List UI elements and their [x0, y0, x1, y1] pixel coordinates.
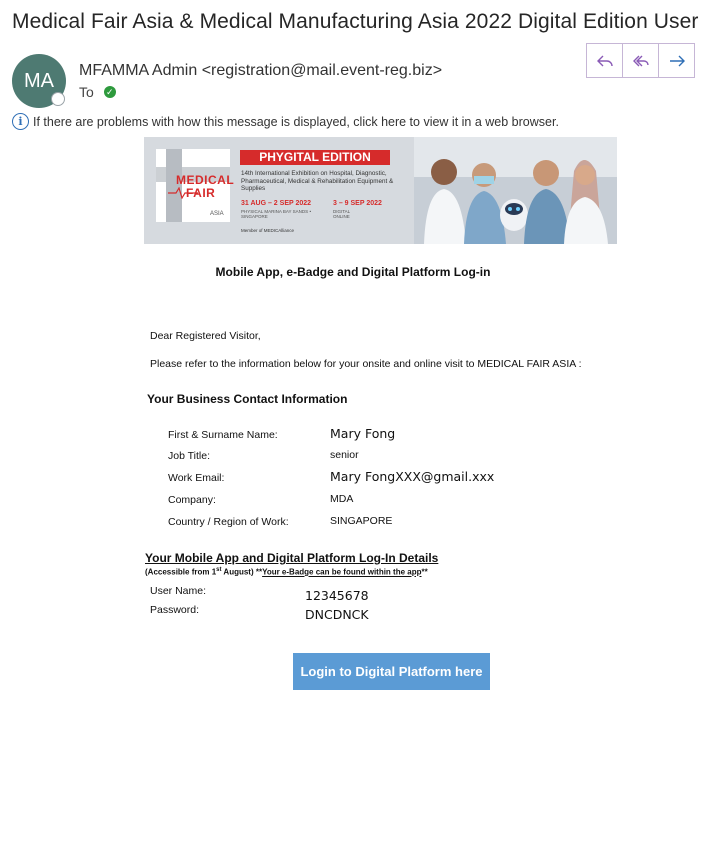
login-details-title: Your Mobile App and Digital Platform Log-In Details [145, 551, 439, 565]
display-problem-notice[interactable] [12, 113, 559, 130]
contact-info-title: Your Business Contact Information [147, 392, 348, 406]
reply-all-icon [631, 51, 651, 71]
event-banner [144, 137, 617, 244]
country-value: SINGAPORE [330, 515, 393, 527]
digital-dates: 3 – 9 SEP 2022 [333, 200, 382, 207]
name-value: Mary Fong [330, 426, 396, 441]
password-value: DNCDNCK [305, 607, 369, 622]
healthcare-workers-photo [414, 137, 617, 244]
reply-icon [595, 51, 615, 71]
edition-title: PHYGITAL EDITION [240, 150, 390, 165]
username-label: User Name: [150, 585, 207, 597]
work-email-label: Work Email: [168, 472, 225, 484]
logo-medical-text: MEDICAL [176, 173, 235, 187]
job-title-label: Job Title: [168, 450, 211, 462]
forward-icon [667, 51, 687, 71]
sender[interactable]: MFAMMA Admin <registration@mail.event-reg.biz> [79, 62, 443, 79]
intro-text: Please refer to the information below for your onsite and online visit to MEDICAL FAIR ASIA : [150, 358, 582, 370]
name-label: First & Surname Name: [168, 429, 278, 441]
message-actions [586, 43, 694, 78]
physical-dates: 31 AUG – 2 SEP 2022 [241, 200, 312, 207]
job-title-value: senior [330, 449, 359, 461]
verified-check-icon: ✓ [104, 86, 116, 98]
work-email-value: Mary FongXXX@gmail.xxx [330, 469, 495, 484]
avatar-initials: MA [24, 69, 54, 92]
country-label: Country / Region of Work: [168, 516, 289, 528]
member-text: Member of MEDICAlliance [241, 228, 295, 233]
username-value: 12345678 [305, 588, 369, 603]
forward-button[interactable] [658, 43, 695, 78]
email-subject: Medical Fair Asia & Medical Manufacturing Asia 2022 Digital Edition User [12, 10, 699, 33]
to-label: To [79, 84, 94, 100]
company-value: MDA [330, 493, 354, 505]
login-sub-post: ** [421, 567, 428, 577]
login-sub-mid: August) ** [221, 567, 263, 577]
login-sub-pre: (Accessible from 1 [145, 567, 217, 577]
physical-dates-sub: PHYSICAL MARINA BAY SANDS • SINGAPORE [241, 209, 312, 219]
greeting: Dear Registered Visitor, [150, 330, 261, 342]
logo-fair-text: FAIR [186, 186, 216, 200]
info-notice-text[interactable]: If there are problems with how this message is displayed, click here to view it in a web browser. [33, 114, 559, 129]
reply-all-button[interactable] [622, 43, 659, 78]
company-label: Company: [168, 494, 216, 506]
reply-button[interactable] [586, 43, 623, 78]
logo-asia-text: ASIA [210, 211, 224, 217]
presence-status-icon [51, 92, 65, 106]
mobile-app-title: Mobile App, e-Badge and Digital Platform Log-in [215, 265, 491, 279]
login-sub-sup: st [216, 567, 222, 573]
to-row [79, 84, 116, 100]
info-icon: i [12, 113, 29, 130]
login-details-subtitle [145, 567, 428, 577]
e-badge-note: Your e-Badge can be found within the app [262, 567, 422, 577]
event-description: 14th International Exhibition on Hospital, Diagnostic, Pharmaceutical, Medical & Rehabilitation Equipment & Supplies [241, 170, 394, 192]
login-digital-platform-button[interactable]: Login to Digital Platform here [293, 653, 490, 690]
password-label: Password: [150, 604, 200, 616]
digital-dates-sub: DIGITAL ONLINE [333, 209, 351, 219]
